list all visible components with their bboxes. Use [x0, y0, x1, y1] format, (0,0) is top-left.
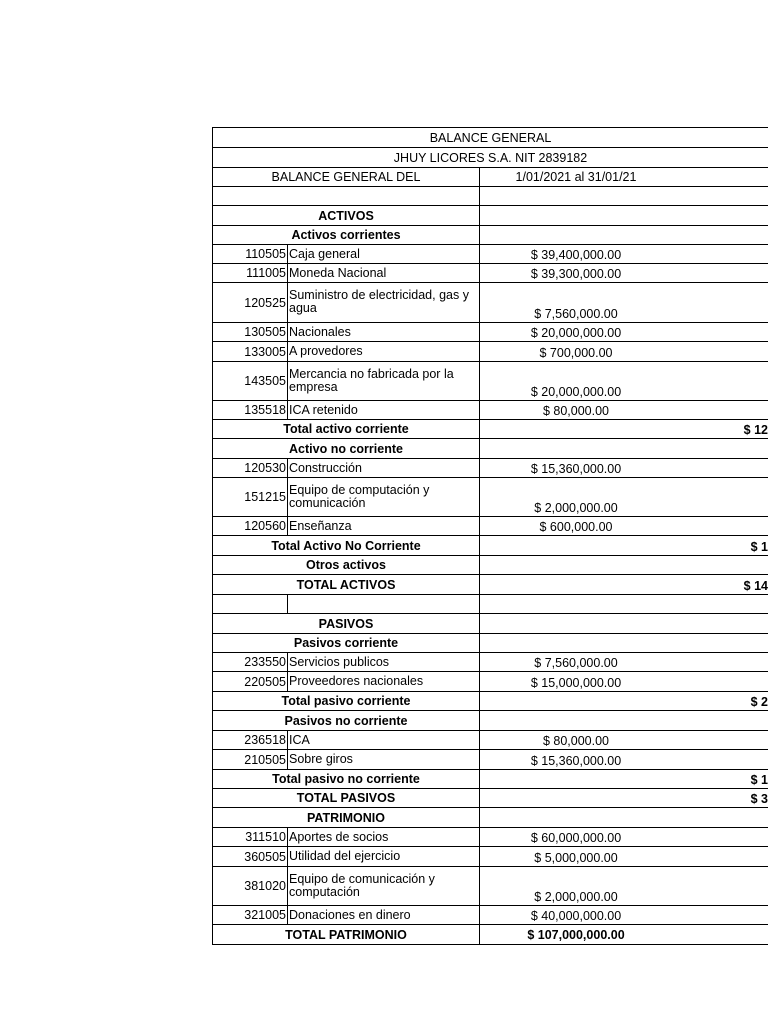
total-label: Total pasivo no corriente — [272, 772, 420, 786]
account-code: 130505 — [212, 323, 287, 341]
total-label: Total activo corriente — [283, 422, 409, 436]
total-pasivos-label: TOTAL PASIVOS — [296, 791, 396, 805]
blank-row — [212, 594, 768, 613]
account-amount: $ 20,000,000.00 — [530, 385, 622, 399]
total-pasivos-value: $ 3 — [750, 792, 768, 806]
period-row — [212, 167, 768, 186]
total-value: $ 2 — [750, 695, 768, 709]
total-patrimonio-label: TOTAL PATRIMONIO — [285, 927, 407, 942]
account-row — [212, 671, 768, 691]
account-row — [212, 263, 768, 282]
account-code: 151215 — [212, 478, 287, 516]
total-value: $ 12 — [743, 423, 768, 437]
grand-total-row — [212, 924, 768, 945]
total-activos-label: TOTAL ACTIVOS — [296, 577, 396, 592]
account-row — [212, 749, 768, 769]
account-amount: $ 2,000,000.00 — [534, 501, 618, 515]
account-name: Proveedores nacionales — [287, 672, 479, 691]
account-row — [212, 477, 768, 516]
activo-no-corriente-heading: Activo no corriente — [289, 441, 403, 456]
account-code: 360505 — [212, 847, 287, 866]
account-row — [212, 652, 768, 671]
account-amount: $ 7,560,000.00 — [534, 307, 618, 321]
account-code: 120530 — [212, 459, 287, 477]
account-name: Construcción — [287, 459, 479, 477]
account-name: Suministro de electricidad, gas y agua — [287, 283, 479, 322]
account-amount: $ 2,000,000.00 — [534, 890, 618, 904]
sheet-title: BALANCE GENERAL — [429, 130, 552, 145]
account-code: 210505 — [212, 750, 287, 769]
account-code: 220505 — [212, 672, 287, 691]
account-amount: $ 40,000,000.00 — [530, 909, 622, 923]
account-code: 233550 — [212, 653, 287, 671]
account-code: 133005 — [212, 342, 287, 361]
account-code: 236518 — [212, 731, 287, 749]
account-name: Sobre giros — [287, 750, 479, 769]
account-code: 135518 — [212, 401, 287, 419]
total-value: $ 1 — [750, 773, 768, 787]
account-row — [212, 282, 768, 322]
account-row — [212, 341, 768, 361]
section-heading-row — [212, 613, 768, 633]
account-amount: $ 60,000,000.00 — [530, 831, 622, 845]
account-row — [212, 516, 768, 535]
grand-total-row — [212, 574, 768, 594]
period-label: BALANCE GENERAL DEL — [271, 170, 421, 184]
blank-row — [212, 186, 768, 205]
account-row — [212, 458, 768, 477]
total-activos-value: $ 14 — [743, 579, 768, 593]
total-row — [212, 535, 768, 555]
total-label: Total pasivo corriente — [281, 694, 411, 708]
account-row — [212, 730, 768, 749]
subsection-heading-row — [212, 555, 768, 574]
total-label: Total Activo No Corriente — [271, 538, 421, 553]
total-value: $ 1 — [750, 540, 768, 554]
account-name: Equipo de comunicación y computación — [287, 867, 479, 905]
activos-heading: ACTIVOS — [318, 208, 374, 223]
account-amount: $ 5,000,000.00 — [534, 851, 618, 865]
account-row — [212, 846, 768, 866]
account-amount: $ 7,560,000.00 — [534, 656, 618, 670]
total-row — [212, 769, 768, 788]
total-row — [212, 419, 768, 438]
account-name: A provedores — [287, 342, 479, 361]
account-code: 120560 — [212, 517, 287, 535]
account-amount: $ 80,000.00 — [542, 404, 610, 418]
account-amount: $ 20,000,000.00 — [530, 326, 622, 340]
account-code: 110505 — [212, 245, 287, 263]
company-name: JHUY LICORES S.A. NIT 2839182 — [393, 150, 588, 165]
otros-activos-label: Otros activos — [306, 558, 386, 572]
total-row — [212, 691, 768, 710]
account-amount: $ 39,400,000.00 — [530, 248, 622, 262]
account-row — [212, 322, 768, 341]
title-row — [212, 127, 768, 147]
account-name: Servicios publicos — [287, 653, 479, 671]
account-name: Mercancia no fabricada por la empresa — [287, 362, 479, 400]
account-amount: $ 600,000.00 — [539, 520, 613, 534]
patrimonio-heading: PATRIMONIO — [306, 810, 385, 825]
account-name: Aportes de socios — [287, 828, 479, 846]
account-name: Caja general — [287, 245, 479, 263]
section-heading-row — [212, 807, 768, 827]
account-row — [212, 866, 768, 905]
period-value: 1/01/2021 al 31/01/21 — [515, 170, 637, 184]
company-row — [212, 147, 768, 167]
account-name: Nacionales — [287, 323, 479, 341]
pasivos-heading: PASIVOS — [318, 616, 374, 631]
account-code: 311510 — [212, 828, 287, 846]
subsection-heading-row — [212, 225, 768, 244]
account-amount: $ 15,000,000.00 — [530, 676, 622, 690]
account-row — [212, 244, 768, 263]
account-amount: $ 15,360,000.00 — [530, 462, 622, 476]
account-amount: $ 39,300,000.00 — [530, 267, 622, 281]
account-name: ICA — [287, 731, 479, 749]
pasivos-corriente-heading: Pasivos corriente — [293, 636, 399, 650]
grand-total-row — [212, 788, 768, 807]
account-row — [212, 827, 768, 846]
section-heading-row — [212, 205, 768, 225]
balance-sheet-table — [212, 127, 768, 945]
activos-corrientes-heading: Activos corrientes — [291, 228, 401, 242]
account-code: 381020 — [212, 867, 287, 905]
account-name: Moneda Nacional — [287, 264, 479, 282]
account-code: 120525 — [212, 283, 287, 322]
account-name: Utilidad del ejercicio — [287, 847, 479, 866]
subsection-heading-row — [212, 438, 768, 458]
account-name: Donaciones en dinero — [287, 906, 479, 924]
account-amount: $ 15,360,000.00 — [530, 754, 622, 768]
account-code: 321005 — [212, 906, 287, 924]
account-amount: $ 80,000.00 — [542, 734, 610, 748]
subsection-heading-row — [212, 633, 768, 652]
account-name: Enseñanza — [287, 517, 479, 535]
account-amount: $ 700,000.00 — [539, 346, 613, 360]
account-row — [212, 400, 768, 419]
account-row — [212, 361, 768, 400]
subsection-heading-row — [212, 710, 768, 730]
account-name: ICA retenido — [287, 401, 479, 419]
account-code: 111005 — [212, 264, 287, 282]
account-code: 143505 — [212, 362, 287, 400]
total-patrimonio-value: $ 107,000,000.00 — [527, 927, 625, 942]
pasivos-no-corriente-heading: Pasivos no corriente — [284, 713, 408, 728]
account-row — [212, 905, 768, 924]
account-name: Equipo de computación y comunicación — [287, 478, 479, 516]
